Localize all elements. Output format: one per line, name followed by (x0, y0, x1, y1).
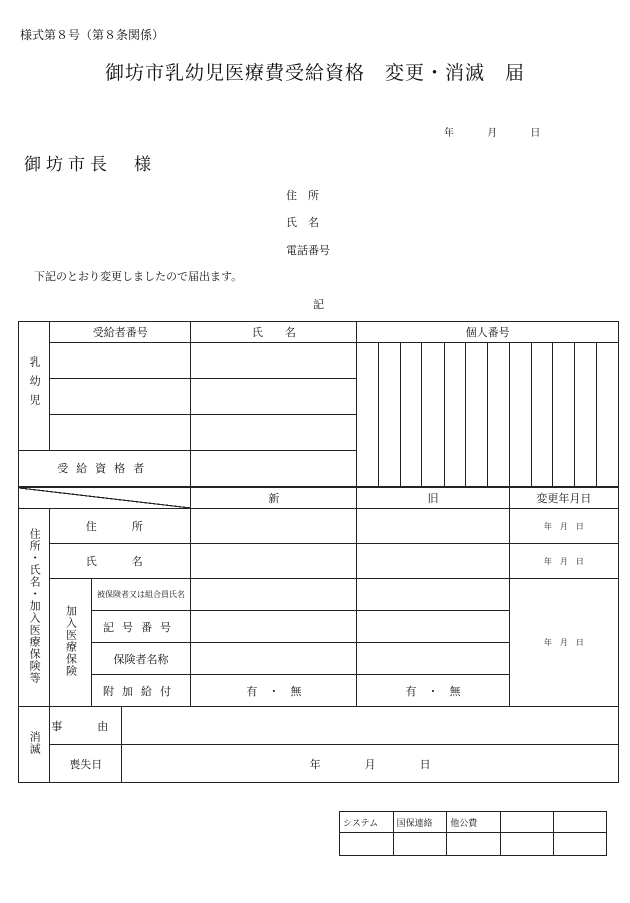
applicant-phone-label: 電話番号 (286, 244, 330, 257)
new-name-input[interactable] (191, 544, 357, 579)
digit-cell[interactable] (422, 451, 444, 487)
row-address-label: 住 所 (50, 509, 191, 544)
system-label: システム (340, 812, 394, 833)
col-personal-number: 個人番号 (357, 322, 619, 343)
digit-cell[interactable] (488, 343, 509, 379)
stamp-cell[interactable] (500, 833, 553, 856)
applicant-name-label: 氏 名 (286, 216, 319, 229)
digit-cell[interactable] (378, 451, 400, 487)
system-stamp-box (339, 811, 607, 856)
digit-cell[interactable] (488, 451, 509, 487)
form-reference: 様式第８号（第８条関係） (20, 28, 165, 42)
col-recipient-number: 受給者番号 (50, 322, 191, 343)
digit-cell[interactable] (378, 343, 400, 379)
digit-cell[interactable] (357, 343, 378, 379)
diagonal-corner-cell (19, 487, 191, 509)
digit-cell[interactable] (401, 451, 422, 487)
col-new: 新 (191, 487, 357, 509)
ki-label: 記 (313, 298, 324, 311)
digit-cell[interactable] (509, 343, 531, 379)
digit-cell[interactable] (553, 343, 575, 379)
name-change-date[interactable]: 年 月 日 (509, 544, 618, 579)
date-day: 日 (530, 128, 541, 139)
digit-cell[interactable] (466, 379, 488, 415)
digit-cell[interactable] (553, 379, 575, 415)
digit-cell[interactable] (444, 415, 465, 451)
old-benefit-choice[interactable]: 有 ・ 無 (357, 675, 509, 707)
insurance-change-date[interactable]: 年 月 日 (509, 579, 618, 707)
digit-cell[interactable] (444, 343, 465, 379)
digit-cell[interactable] (509, 451, 531, 487)
form-title: 御坊市乳幼児医療費受給資格 変更・消滅 届 (104, 62, 525, 84)
stamp-cell[interactable] (553, 833, 606, 856)
digit-cell[interactable] (378, 379, 400, 415)
loss-date-input[interactable]: 年 月 日 (122, 745, 619, 783)
digit-cell[interactable] (466, 415, 488, 451)
loss-reason-label: 事 由 (50, 707, 122, 745)
infant-number-input[interactable] (50, 379, 191, 415)
col-old: 旧 (357, 487, 509, 509)
blank-header-cell (553, 812, 606, 833)
digit-cell[interactable] (401, 379, 422, 415)
digit-cell[interactable] (401, 415, 422, 451)
addressee: 御坊市長 様 (24, 155, 156, 175)
row-name-label: 氏 名 (50, 544, 191, 579)
kokuho-label: 国保連絡 (393, 812, 447, 833)
digit-cell[interactable] (531, 343, 552, 379)
new-insurer-input[interactable] (191, 643, 357, 675)
row-benefit-label: 附加給付 (91, 675, 191, 707)
eligible-name-input[interactable] (191, 451, 357, 487)
old-symbol-input[interactable] (357, 611, 509, 643)
digit-cell[interactable] (422, 415, 444, 451)
main-form-table (18, 321, 619, 783)
infant-name-input[interactable] (191, 415, 357, 451)
digit-cell[interactable] (422, 379, 444, 415)
digit-cell[interactable] (553, 415, 575, 451)
applicant-address-label: 住 所 (286, 189, 319, 202)
digit-cell[interactable] (553, 451, 575, 487)
infant-name-input[interactable] (191, 379, 357, 415)
loss-side-label: 消滅 (19, 707, 50, 783)
digit-cell[interactable] (596, 379, 618, 415)
digit-cell[interactable] (531, 379, 552, 415)
insurance-side-label: 加入医療保険 (50, 579, 91, 707)
intro-text: 下記のとおり変更しましたので届出ます。 (34, 270, 243, 283)
digit-cell[interactable] (509, 415, 531, 451)
col-name: 氏 名 (191, 322, 357, 343)
digit-cell[interactable] (575, 379, 596, 415)
digit-cell[interactable] (596, 451, 618, 487)
stamp-cell[interactable] (393, 833, 447, 856)
digit-cell[interactable] (444, 451, 465, 487)
row-insured-label: 被保険者又は組合員氏名 (91, 579, 191, 611)
old-name-input[interactable] (357, 544, 509, 579)
date-year: 年 (444, 128, 454, 139)
digit-cell[interactable] (401, 343, 422, 379)
date-line (444, 124, 540, 139)
other-public-label: 他公費 (447, 812, 501, 833)
digit-cell[interactable] (357, 451, 378, 487)
loss-date-label: 喪失日 (50, 745, 122, 783)
digit-cell[interactable] (575, 451, 596, 487)
new-address-input[interactable] (191, 509, 357, 544)
digit-cell[interactable] (444, 379, 465, 415)
col-change-date: 変更年月日 (509, 487, 618, 509)
new-insured-input[interactable] (191, 579, 357, 611)
digit-cell[interactable] (531, 415, 552, 451)
digit-cell[interactable] (575, 415, 596, 451)
blank-header-cell (500, 812, 553, 833)
changes-side-label: 住所・氏名・加入医療保険等 (19, 509, 50, 707)
digit-cell[interactable] (509, 379, 531, 415)
infant-number-input[interactable] (50, 415, 191, 451)
date-month: 月 (487, 128, 498, 139)
digit-cell[interactable] (488, 415, 509, 451)
digit-cell[interactable] (422, 343, 444, 379)
row-insurer-label: 保険者名称 (91, 643, 191, 675)
digit-cell[interactable] (596, 343, 618, 379)
new-symbol-input[interactable] (191, 611, 357, 643)
digit-cell[interactable] (531, 451, 552, 487)
digit-cell[interactable] (357, 415, 378, 451)
digit-cell[interactable] (596, 415, 618, 451)
digit-cell[interactable] (488, 379, 509, 415)
row-symbol-label: 記号番号 (91, 611, 191, 643)
digit-cell[interactable] (378, 415, 400, 451)
old-address-input[interactable] (357, 509, 509, 544)
digit-cell[interactable] (575, 343, 596, 379)
infant-number-input[interactable] (50, 343, 191, 379)
old-insurer-input[interactable] (357, 643, 509, 675)
old-insured-input[interactable] (357, 579, 509, 611)
infant-side-label: 乳幼児 (19, 322, 50, 451)
eligible-person-label: 受給資格者 (19, 451, 191, 487)
address-change-date[interactable]: 年 月 日 (509, 509, 618, 544)
digit-cell[interactable] (466, 343, 488, 379)
loss-reason-input[interactable] (122, 707, 619, 745)
infant-name-input[interactable] (191, 343, 357, 379)
digit-cell[interactable] (466, 451, 488, 487)
stamp-cell[interactable] (447, 833, 501, 856)
digit-cell[interactable] (357, 379, 378, 415)
stamp-cell[interactable] (340, 833, 394, 856)
new-benefit-choice[interactable]: 有 ・ 無 (191, 675, 357, 707)
